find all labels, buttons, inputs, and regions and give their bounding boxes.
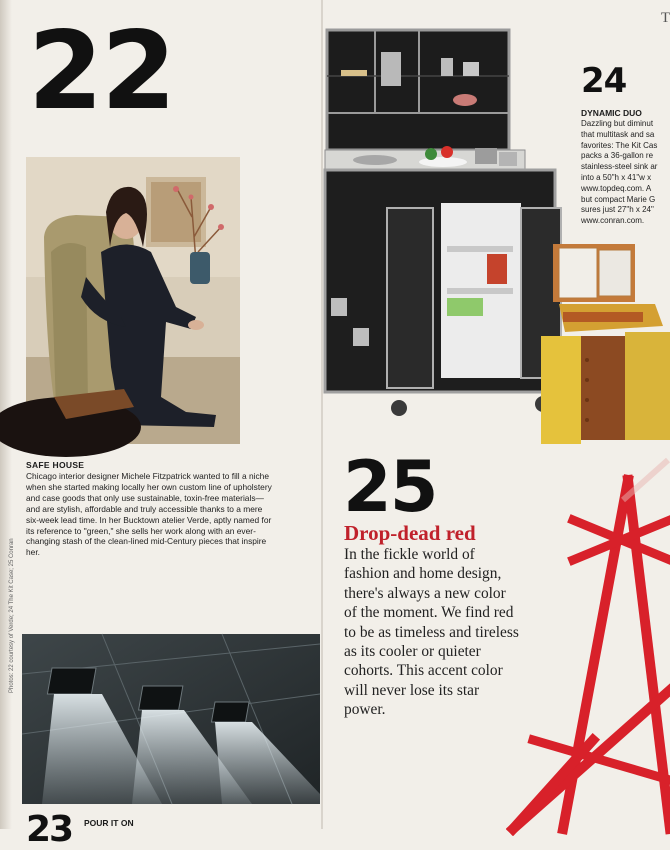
dynamic-duo-line: favorites: The Kit Cas [581,140,658,150]
drop-dead-red-title: Drop-dead red [344,521,476,545]
dynamic-duo-line: Dazzling but diminut [581,119,654,128]
designer-portrait-photo [26,157,240,444]
photo-credit: Photos: 22 courtesy of Verde; 24 The Kit Case; 25 Conran [9,538,15,693]
dynamic-duo-line: www.conran.com. [581,216,645,226]
safe-house-body: Chicago interior designer Michele Fitzpatrick wanted to fill a niche when she started making locally her own custom line of upholstery and case goods that only use sustainable, toxin-free materials—and are stylish, affordable and truly accessible thanks to a mere six-week lead time. In her Bucktown atelier Verde, aptly named for its reference to "green," she sells her work along with an ever-changing stash of the clean-lined mid-Century pieces that inspire her. [26,471,272,558]
dynamic-duo-line: www.topdeq.com. A [581,183,652,193]
drop-dead-red-body: In the fickle world of fashion and home design, there's always a new color of the moment. We find red to be as timeless and tireless as its cooler or quieter cohorts. This accent color will never lose its star power. [344,546,519,719]
dynamic-duo-line: packs a 36-gallon re [581,151,654,161]
item-23-number: 23 [26,809,73,850]
item-24-number: 24 [581,61,627,101]
dynamic-duo-line: but compact Marie G [581,194,656,204]
running-head: T [660,10,670,26]
vanity-case-photo [535,240,670,450]
dynamic-duo-body [581,119,670,227]
pour-it-on-title: POUR IT ON [84,818,134,828]
item-25-number: 25 [343,446,437,528]
dynamic-duo-line: that multitask and sa [581,129,655,139]
item-22-number: 22 [28,9,175,134]
dynamic-duo-line: sures just 27"h x 24" [581,205,654,215]
dynamic-duo-line: into a 50"h x 41"w x [581,172,652,182]
dynamic-duo-title: DYNAMIC DUO [581,108,642,118]
dynamic-duo-line: stainless-steel sink ar [581,162,658,172]
safe-house-title: SAFE HOUSE [26,460,85,470]
rain-shower-photo [22,634,320,804]
